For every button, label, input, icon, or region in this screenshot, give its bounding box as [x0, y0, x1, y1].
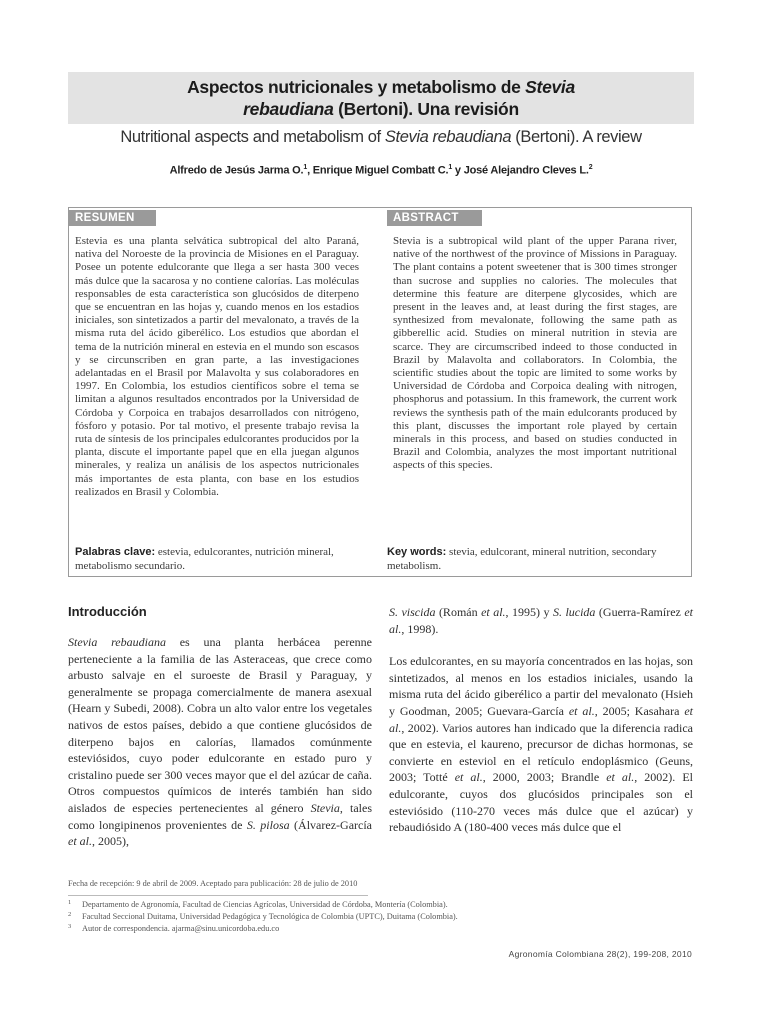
- author-affiliation: 2: [588, 164, 593, 171]
- text-run: (Álvarez-García: [289, 817, 372, 832]
- author-affiliation: 1: [303, 164, 308, 171]
- title-es-post: (Bertoni). Una revisión: [333, 99, 519, 119]
- title-es-pre: Aspectos nutricionales y metabolismo de: [187, 77, 526, 97]
- footnote-list: [68, 899, 608, 935]
- palabras-clave: [75, 545, 359, 573]
- intro-paragraph-3: [389, 653, 693, 836]
- italic-term: S. lucida: [552, 605, 596, 619]
- reception-dates: Fecha de recepción: 9 de abril de 2009. Aceptado para publicación: 28 de julio de 2010: [68, 879, 358, 888]
- text-run: , 1995) y: [505, 605, 553, 619]
- resumen-label: RESUMEN: [69, 210, 156, 226]
- footnote-text: Departamento de Agronomía, Facultad de Ciencias Agrícolas, Universidad de Córdoba, Montería (Colombia).: [82, 900, 448, 909]
- italic-term: et al.: [481, 605, 506, 619]
- footnote-item: [68, 899, 608, 911]
- author-affiliation: 1: [448, 164, 453, 171]
- author-name: José Alejandro Cleves L.: [463, 164, 589, 177]
- footnote-item: [68, 923, 608, 935]
- italic-term: et al.: [454, 770, 483, 785]
- abstract-text: Stevia is a subtropical wild plant of the upper Parana river, native of the northwest of the province of Missions in Paraguay. The plant contains a potent sweetener that is 300 times stronger than sucrose and supplies no calories. The molecules that determine this feature are diterpene glycosides, which are present in the leaves and, at least during the first stages, are synthesized from mevalonate, following the same path as gibberellic acid. Studies on mineral nutrition in stevia are scarce. They are circumscribed indeed to those conducted in Brazil by Malavolta and collaborators. In Colombia, the scientific studies about the topic are limited to some works by Universidad de Córdoba and Corpoica dealing with nitrogen, phosphorus and potassium. In this framework, the current work reviews the synthesis path of the main edulcorants produced by this plant, discusses the important role played by certain minerals in this process, and based on studies conducted in Brazil and Colombia, analyzes the most important nutritional aspects of this species.: [393, 235, 677, 472]
- italic-term: et al.: [389, 605, 693, 636]
- key-words-text: stevia, edulcorant, mineral nutrition, secondary metabolism.: [387, 546, 657, 572]
- intro-paragraph-1: [68, 634, 372, 850]
- text-run: , 2000, 2003; Brandle: [482, 770, 607, 785]
- footnote-text: Autor de correspondencia. ajarma@sinu.unicordoba.edu.co: [82, 924, 280, 933]
- footnote-number: 2: [68, 911, 72, 918]
- footnotes: [68, 878, 608, 935]
- italic-term: S. pilosa: [246, 817, 290, 832]
- title-en-italic: Stevia rebaudiana: [384, 128, 512, 146]
- italic-term: Stevia rebaudiana: [68, 635, 166, 649]
- author-separator: y: [452, 164, 464, 177]
- palabras-clave-label: Palabras clave:: [75, 546, 156, 558]
- author-name: Alfredo de Jesús Jarma O.: [169, 164, 304, 177]
- abstract-box: [68, 207, 692, 577]
- body-column-left: [68, 604, 372, 866]
- text-run: , tales como longipinenos provenientes de: [68, 800, 372, 832]
- italic-term: et al.: [568, 703, 595, 718]
- key-words-label: Key words:: [387, 546, 447, 558]
- intro-paragraph-2: [389, 604, 693, 637]
- resumen-column: [69, 208, 359, 499]
- footnote-divider: [68, 895, 368, 896]
- text-run: (Guerra-Ramírez: [595, 605, 685, 619]
- text-run: , 2002). Varios autores han indicado que la diferencia radica que en estevia, el kaureno, precursor de dichas hormonas, se convierte en esteviol en el retículo endoplásmico (Geuns, 2003; Totté: [389, 720, 693, 785]
- text-run: Los edulcorantes, en su mayoría concentrados en las hojas, son sintetizados, al menos en los estadios iniciales, usando la misma ruta del ácido giberélico a partir del mevalonato (Hsieh y Goodman, 2005; Guevara-García: [389, 654, 693, 718]
- italic-term: et al.: [68, 834, 92, 849]
- text-run: (Román: [435, 605, 482, 619]
- key-words: [387, 545, 683, 573]
- text-run: es una planta herbácea perenne perteneciente a la familia de las Asteraceas, que crece como arbusto salvaje en el suroeste de Brasil y Paraguay, y generalmente se propaga comercialmente de manera asexual (Hearn y Subedi, 2008). Cobra un alto valor entre los vegetales nativos de estos países, debido a que contiene glucósidos de diterpeno bajos en calorías, llamados comúnmente esteviósidos, cuyo poder edulcorante en estado puro y cristalino puede ser 300 veces mayor que el del azúcar de caña. Otros compuestos químicos de interés también han sido aislados de especies pertenecientes al género: [68, 635, 372, 815]
- footnote-text: Facultad Seccional Duitama, Universidad Pedagógica y Tecnológica de Colombia (UPTC), Duitama (Colombia).: [82, 912, 458, 921]
- text-run: , 1998).: [401, 621, 439, 636]
- journal-citation: Agronomía Colombiana 28(2), 199-208, 2010: [508, 949, 692, 959]
- text-run: , 2002). El edulcorante, cuyos dos glucósidos principales son el esteviósido (110-270 veces más dulce que el azúcar) y rebaudiósido A (180-400 veces más dulce que el: [389, 770, 694, 835]
- author-name: Enrique Miguel Combatt C.: [312, 164, 449, 177]
- italic-term: Stevia: [310, 800, 340, 815]
- section-heading-introduccion: Introducción: [68, 604, 147, 619]
- article-title-es: [68, 76, 694, 120]
- author-separator: ,: [307, 164, 313, 177]
- title-en-pre: Nutritional aspects and metabolism of: [120, 128, 385, 146]
- resumen-text: Estevia es una planta selvática subtropical del alto Paraná, nativa del Noroeste de la provincia de Misiones en el Paraguay. Posee un potente edulcorante que llega a ser hasta 300 veces más dulce que la sacarosa y no contiene calorías. Las moléculas responsables de esta característica son glucósidos de diterpeno que se encuentran en las hojas y, cuando menos en los estadios iniciales, son sintetizados a partir del mevalonato, a través de la misma ruta del ácido giberélico. Los estudios que abordan el tema de la nutrición mineral en estevia en el mundo son escasos y se circunscriben en gran parte, a las investigaciones adelantadas en el Brasil por Malavolta y sus colaboradores en 1997. En Colombia, los estudios científicos sobre el tema se limitan a algunos resultados encontrados por la Universidad de Córdoba y Corpoica en trabajos desarrollados con nitrógeno, fósforo y potasio. Por tal motivo, el presente trabajo revisa la ruta de síntesis de los principales edulcorantes producidos por la planta, discute el importante papel que en ella juegan algunos minerales, y realiza un análisis de los aspectos nutricionales más importantes de esta planta, con base en los estudios realizados en Brasil y Colombia.: [75, 235, 359, 498]
- text-run: , 2005; Kasahara: [594, 703, 685, 718]
- abstract-label: ABSTRACT: [387, 210, 482, 226]
- title-es-italic-1: Stevia: [525, 77, 575, 97]
- title-en-post: (Bertoni). A review: [511, 128, 642, 146]
- italic-term: S. viscida: [389, 605, 436, 619]
- italic-term: et al.: [606, 770, 635, 785]
- palabras-clave-text: estevia, edulcorantes, nutrición mineral, metabolismo secundario.: [75, 546, 334, 572]
- italic-term: et al.: [389, 703, 693, 735]
- title-es-italic-2: rebaudiana: [243, 99, 334, 119]
- abstract-column: [387, 208, 677, 473]
- text-run: , 2005),: [92, 834, 129, 849]
- footnote-item: [68, 911, 608, 923]
- article-title-en: [68, 128, 694, 147]
- footnote-number: 1: [68, 899, 72, 906]
- author-list: [68, 164, 694, 177]
- body-column-right: [389, 604, 693, 852]
- footnote-number: 3: [68, 923, 72, 930]
